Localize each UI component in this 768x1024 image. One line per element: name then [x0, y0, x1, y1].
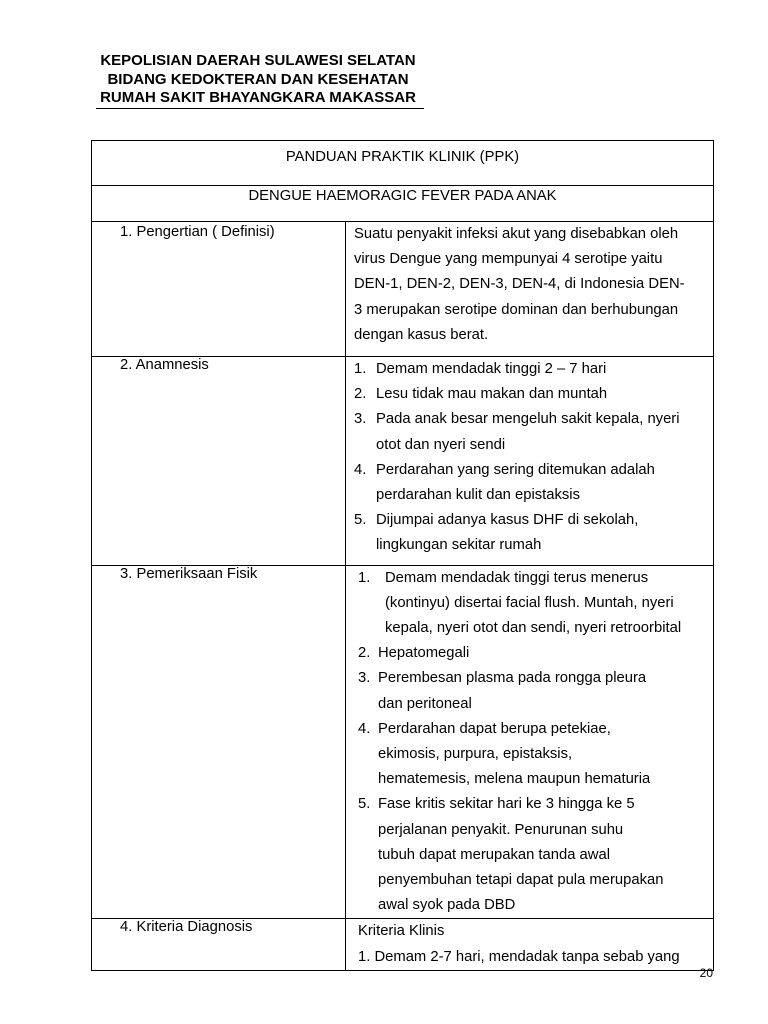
table-title-row: [92, 141, 714, 186]
text-line: 1. Demam 2-7 hari, mendadak tanpa sebab yang: [358, 948, 680, 965]
list-item: 1. Demam mendadak tinggi 2 – 7 hari: [354, 361, 607, 378]
table-row-kriteria-diagnosis: [92, 919, 714, 970]
table-row-definisi: [92, 222, 714, 357]
text-line: dengan kasus berat.: [354, 326, 489, 343]
list-item: 4. Perdarahan yang sering ditemukan adalah perdarahan kulit dan epistaksis: [354, 461, 655, 504]
list-item: 3. Pada anak besar mengeluh sakit kepala, nyeri otot dan nyeri sendi: [354, 411, 680, 453]
list-item: 3. Perembesan plasma pada rongga pleura dan peritoneal: [358, 670, 647, 712]
list-item: 4. Perdarahan dapat berupa petekiae, ekimosis, purpura, epistaksis, hematemesis, melena maupun hematuria: [358, 720, 651, 788]
kriteria-diagnosis-cell: [346, 919, 714, 970]
text-line: Suatu penyakit infeksi akut yang disebabkan oleh: [354, 226, 679, 242]
row-label: 2. Anamnesis: [92, 357, 346, 566]
text-line: DEN-1, DEN-2, DEN-3, DEN-4, di Indonesia DEN-: [354, 276, 685, 293]
table-title: PANDUAN PRAKTIK KLINIK (PPK): [92, 141, 714, 186]
row-label: 1. Pengertian ( Definisi): [92, 222, 346, 357]
table-subtitle-row: [92, 186, 714, 222]
text-line: virus Dengue yang mempunyai 4 serotipe yaitu: [354, 251, 663, 268]
definisi-text: [346, 222, 714, 357]
page-number: 20: [699, 966, 713, 980]
list-item: 5. Fase kritis sekitar hari ke 3 hingga ke 5 perjalanan penyakit. Penurunan suhu tubuh dapat merupakan tanda awal penyembuhan tetapi dapat pula merupakan awal syok pada DBD: [358, 796, 664, 914]
header-line-hospital: RUMAH SAKIT BHAYANGKARA MAKASSAR: [100, 89, 416, 106]
list-item: 2. Lesu tidak mau makan dan muntah: [354, 386, 608, 403]
pemeriksaan-fisik-list-cell: [346, 565, 714, 919]
row-label: 4. Kriteria Diagnosis: [92, 919, 346, 970]
header-underline: [96, 108, 424, 109]
pemeriksaan-fisik-list: [354, 566, 713, 919]
text-line: Kriteria Klinis: [358, 923, 445, 940]
list-item: 2. Hepatomegali: [358, 645, 470, 662]
row-label: 3. Pemeriksaan Fisik: [92, 565, 346, 919]
header-line-department: BIDANG KEDOKTERAN DAN KESEHATAN: [107, 70, 409, 88]
table-row-anamnesis: [92, 357, 714, 566]
text-line: 3 merupakan serotipe dominan dan berhubungan: [354, 301, 679, 318]
list-item: 5. Dijumpai adanya kasus DHF di sekolah, lingkungan sekitar rumah: [354, 512, 639, 554]
anamnesis-list: [354, 357, 713, 559]
list-item: 1. Demam mendadak tinggi terus menerus (kontinyu) disertai facial flush. Muntah, nyeri kepala, nyeri otot dan sendi, nyeri retroorbital: [358, 569, 682, 637]
document-header: [92, 52, 424, 108]
anamnesis-list-cell: [346, 357, 714, 566]
ppk-table: [91, 140, 714, 971]
table-row-pemeriksaan-fisik: [92, 565, 714, 919]
header-line-police: KEPOLISIAN DAERAH SULAWESI SELATAN: [100, 52, 416, 69]
table-subtitle: DENGUE HAEMORAGIC FEVER PADA ANAK: [92, 186, 714, 222]
